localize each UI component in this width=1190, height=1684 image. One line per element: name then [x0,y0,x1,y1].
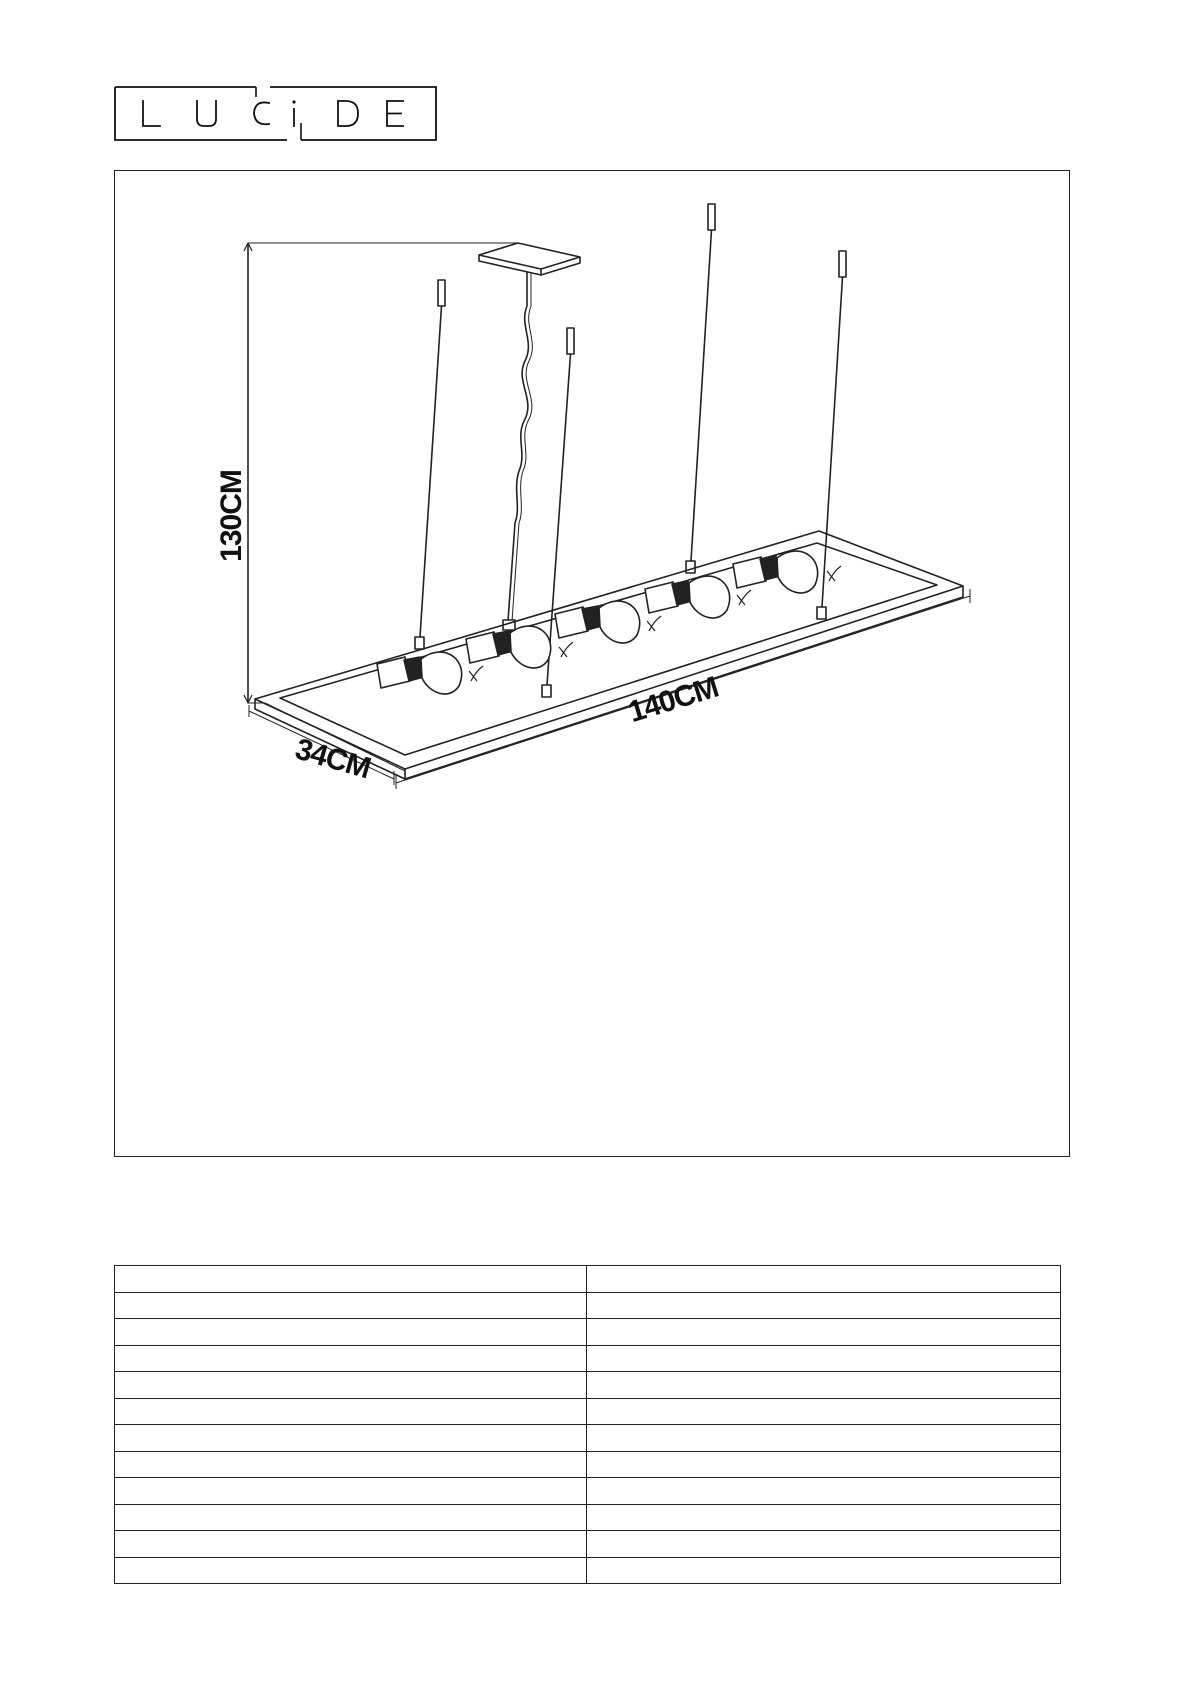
spec-value-cell [587,1451,1061,1478]
spec-label-cell [115,1266,587,1293]
lamp-frame [255,531,963,779]
spec-value-cell [587,1425,1061,1452]
table-row [115,1398,1061,1425]
spec-value-cell [587,1345,1061,1372]
spec-label-cell [115,1398,587,1425]
spec-label-cell [115,1504,587,1531]
spec-value-cell [587,1531,1061,1558]
spec-value-cell [587,1557,1061,1584]
height-label: 130CM [215,470,248,562]
table-row [115,1372,1061,1399]
spec-label-cell [115,1557,587,1584]
pendant-light-technical-drawing-icon [115,171,1071,1158]
table-row [115,1425,1061,1452]
length-label: 140CM [624,670,722,730]
spec-table [114,1265,1061,1584]
width-label: 34CM [291,732,374,786]
table-row [115,1319,1061,1346]
spec-label-cell [115,1531,587,1558]
spec-label-cell [115,1425,587,1452]
table-row [115,1345,1061,1372]
lucide-logo-icon [113,83,438,143]
table-row [115,1292,1061,1319]
table-row [115,1478,1061,1505]
table-row [115,1557,1061,1584]
spec-value-cell [587,1478,1061,1505]
drawing-frame [114,170,1070,1157]
spec-label-cell [115,1478,587,1505]
spec-label-cell [115,1372,587,1399]
spec-value-cell [587,1319,1061,1346]
table-row [115,1266,1061,1293]
spec-value-cell [587,1266,1061,1293]
table-row [115,1504,1061,1531]
ceiling-canopy [479,243,580,275]
table-row [115,1451,1061,1478]
height-dimension [244,243,518,703]
spec-value-cell [587,1398,1061,1425]
spec-value-cell [587,1372,1061,1399]
spec-value-cell [587,1292,1061,1319]
bulbs [377,551,841,694]
brand-logo [113,83,438,143]
spec-label-cell [115,1319,587,1346]
spec-value-cell [587,1504,1061,1531]
spec-label-cell [115,1451,587,1478]
spec-label-cell [115,1345,587,1372]
spec-label-cell [115,1292,587,1319]
table-row [115,1531,1061,1558]
